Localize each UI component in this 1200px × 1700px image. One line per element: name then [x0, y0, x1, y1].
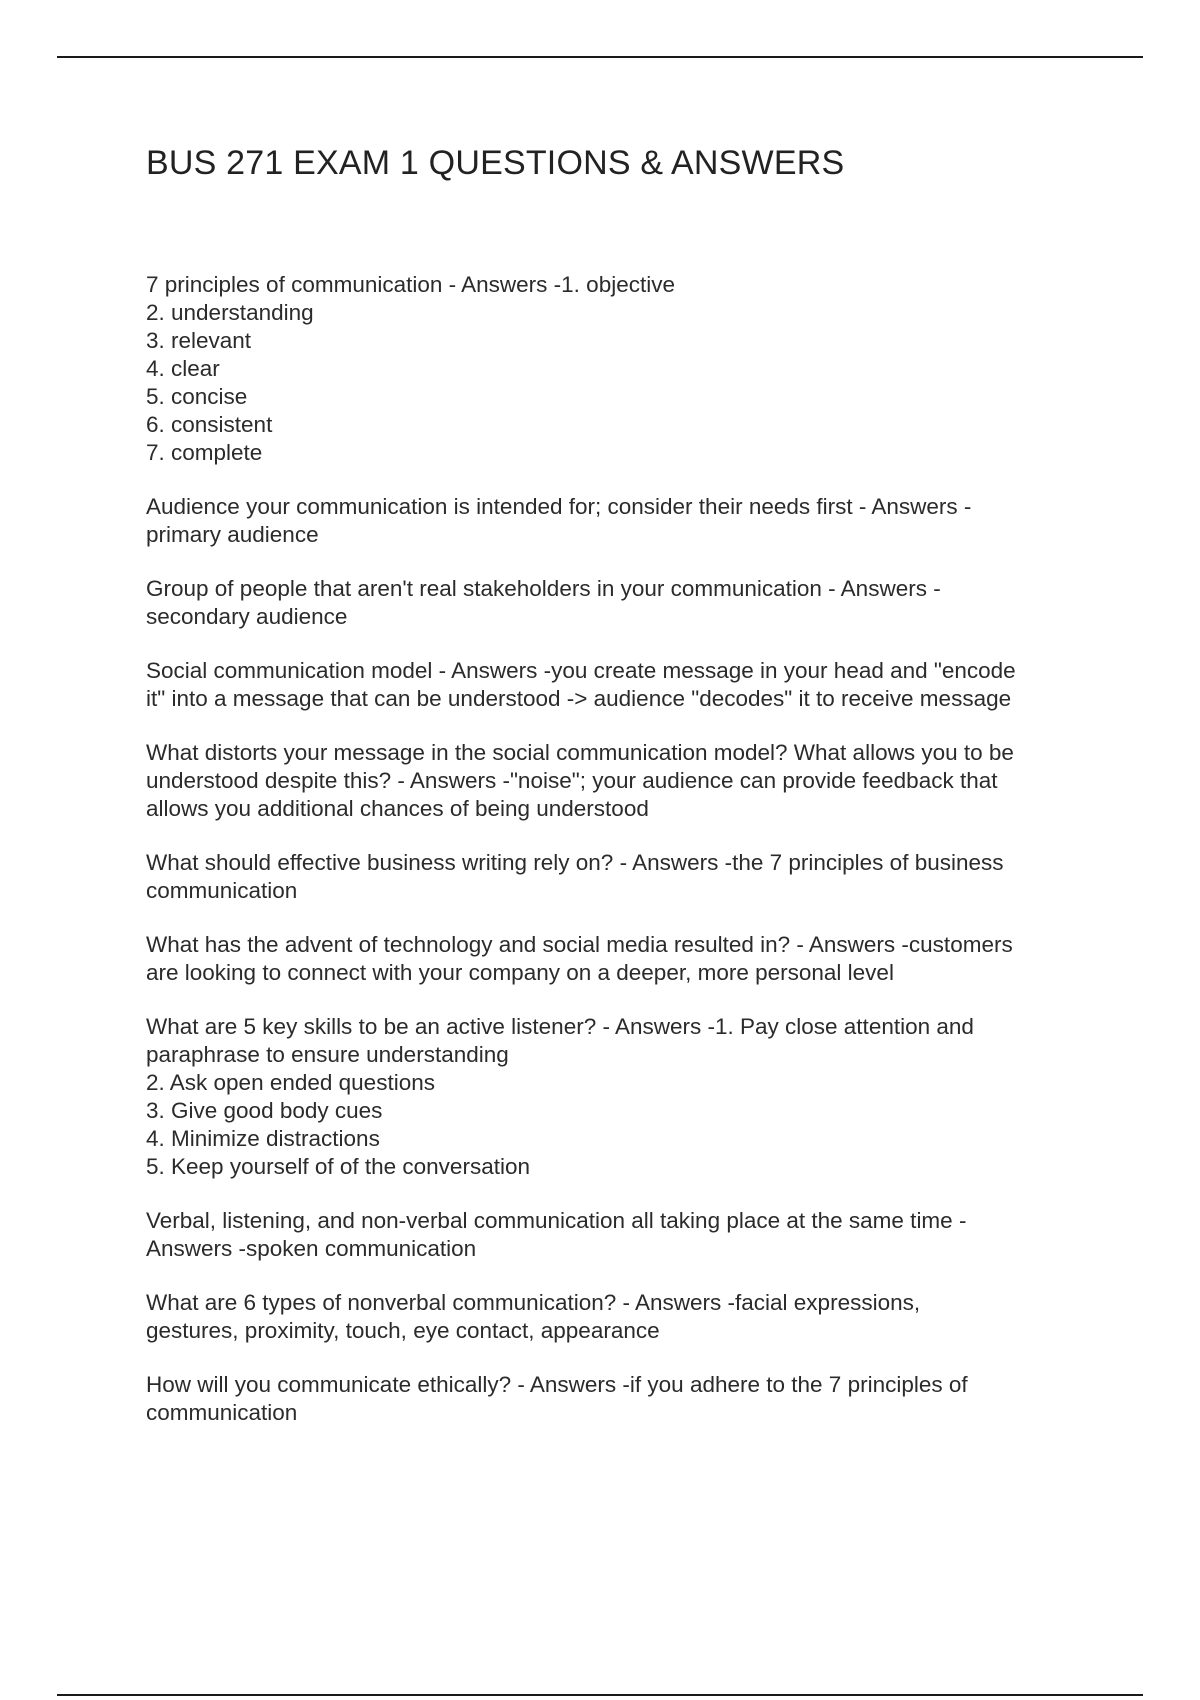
qa-line: 6. consistent [146, 412, 273, 437]
qa-entry-7 [146, 931, 1096, 987]
qa-line: 7. complete [146, 440, 263, 465]
qa-line: Answers -spoken communication [146, 1236, 477, 1261]
qa-line: 7 principles of communication - Answers -1. objective [146, 272, 675, 297]
qa-entry-5 [146, 739, 1096, 823]
qa-entry-2 [146, 493, 1096, 549]
qa-line: are looking to connect with your company on a deeper, more personal level [146, 960, 894, 985]
qa-line: communication [146, 1400, 298, 1425]
qa-line: How will you communicate ethically? - Answers -if you adhere to the 7 principles of [146, 1372, 968, 1397]
qa-line: allows you additional chances of being understood [146, 796, 649, 821]
qa-line: it" into a message that can be understood -> audience "decodes" it to receive message [146, 686, 1012, 711]
qa-line: understood despite this? - Answers -"noise"; your audience can provide feedback that [146, 768, 998, 793]
qa-line: What has the advent of technology and social media resulted in? - Answers -customers [146, 932, 1013, 957]
bottom-divider [57, 1694, 1143, 1696]
qa-line: gestures, proximity, touch, eye contact, appearance [146, 1318, 660, 1343]
qa-line: 5. concise [146, 384, 248, 409]
qa-line: communication [146, 878, 298, 903]
qa-line: 5. Keep yourself of of the conversation [146, 1154, 530, 1179]
qa-entry-11 [146, 1371, 1096, 1427]
qa-line: Audience your communication is intended for; consider their needs first - Answers - [146, 494, 972, 519]
qa-line: Social communication model - Answers -you create message in your head and "encode [146, 658, 1016, 683]
qa-line: 3. Give good body cues [146, 1098, 383, 1123]
qa-entry-3 [146, 575, 1096, 631]
qa-entry-1 [146, 271, 1096, 467]
qa-line: Verbal, listening, and non-verbal communication all taking place at the same time - [146, 1208, 967, 1233]
qa-line: 3. relevant [146, 328, 252, 353]
qa-entry-10 [146, 1289, 1096, 1345]
qa-list [146, 271, 1096, 1453]
qa-entry-9 [146, 1207, 1096, 1263]
qa-line: 2. understanding [146, 300, 314, 325]
qa-entry-8 [146, 1013, 1096, 1181]
qa-line: 4. Minimize distractions [146, 1126, 380, 1151]
qa-line: paraphrase to ensure understanding [146, 1042, 509, 1067]
qa-line: What are 6 types of nonverbal communication? - Answers -facial expressions, [146, 1290, 921, 1315]
qa-line: What distorts your message in the social communication model? What allows you to be [146, 740, 1014, 765]
top-divider [57, 56, 1143, 58]
qa-entry-4 [146, 657, 1096, 713]
qa-line: Group of people that aren't real stakeholders in your communication - Answers - [146, 576, 941, 601]
qa-line: What are 5 key skills to be an active listener? - Answers -1. Pay close attention and [146, 1014, 974, 1039]
qa-line: 4. clear [146, 356, 220, 381]
page-title: BUS 271 EXAM 1 QUESTIONS & ANSWERS [146, 144, 845, 182]
qa-line: secondary audience [146, 604, 348, 629]
qa-line: primary audience [146, 522, 319, 547]
qa-entry-6 [146, 849, 1096, 905]
qa-line: 2. Ask open ended questions [146, 1070, 435, 1095]
qa-line: What should effective business writing rely on? - Answers -the 7 principles of business [146, 850, 1004, 875]
